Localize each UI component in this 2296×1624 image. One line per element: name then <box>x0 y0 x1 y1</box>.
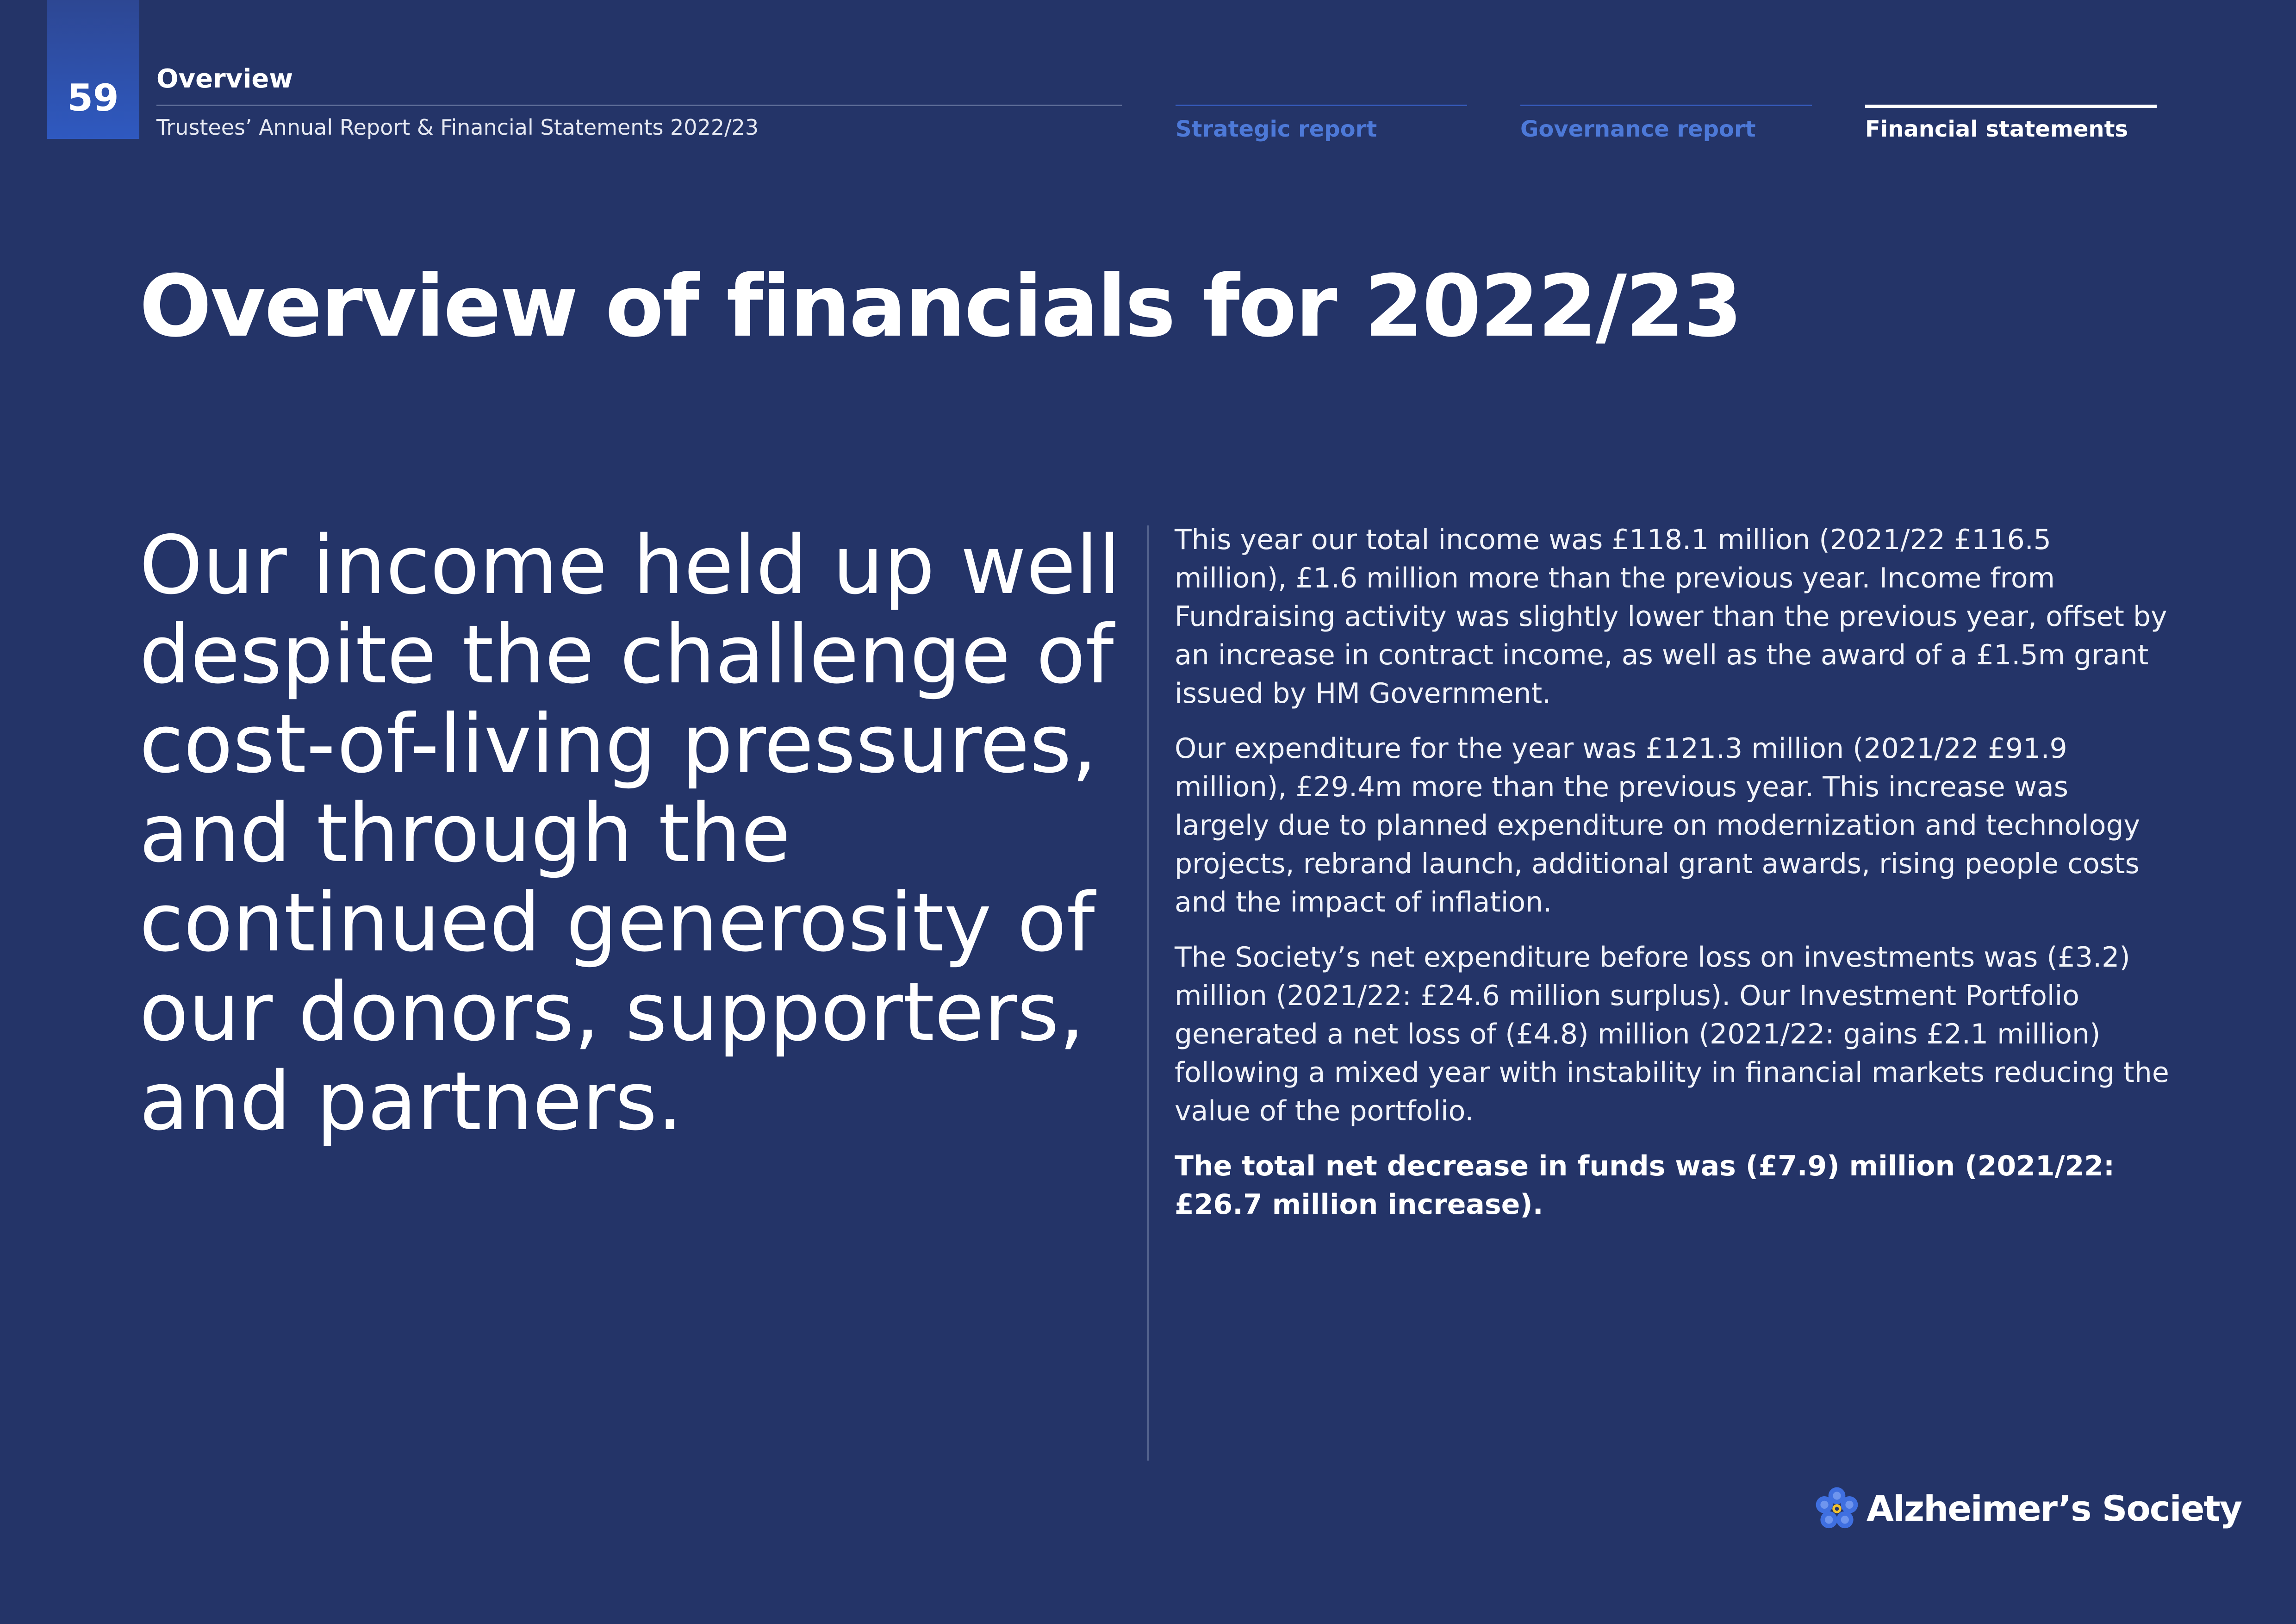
paragraph-conclusion: The total net decrease in funds was (£7.9) million (2021/22: £26.7 million increase). <box>1175 1150 2115 1221</box>
forget-me-not-flower-icon <box>1812 1484 1862 1534</box>
body-text-column <box>1175 521 2170 1241</box>
page-number: 59 <box>67 76 119 119</box>
paragraph-income: This year our total income was £118.1 million (2021/22 £116.5 million), £1.6 million more than the previous year. Income from Fundraising activity was slightly lower than the previous year, offset by an increase in contract income, as well as the award of a £1.5m grant issued by HM Government. <box>1175 524 2167 710</box>
nav-strategic-report[interactable]: Strategic report <box>1176 105 1467 140</box>
logo-text: Alzheimer’s Society <box>1867 1488 2242 1529</box>
section-title: Overview <box>156 64 293 94</box>
paragraph-net-expenditure: The Society’s net expenditure before loss on investments was (£3.2) million (2021/22: £24.6 million surplus). Our Investment Portfolio generated a net loss of (£4.8) million (2021/22: gains £2.1 million) following a mixed year with instability in financial markets reducing the value of the portfolio. <box>1175 941 2169 1127</box>
nav-governance-report[interactable]: Governance report <box>1520 105 1812 140</box>
header-divider <box>156 105 1122 106</box>
paragraph-expenditure: Our expenditure for the year was £121.3 million (2021/22 £91.9 million), £29.4m more than the previous year. This increase was largely due to planned expenditure on modernization and technology projects, rebrand launch, additional grant awards, rising people costs and the impact of inflation. <box>1175 732 2140 918</box>
nav-financial-statements[interactable]: Financial statements <box>1865 105 2157 140</box>
document-title: Trustees’ Annual Report & Financial Statements 2022/23 <box>156 115 759 140</box>
column-divider <box>1147 525 1149 1461</box>
pull-quote: Our income held up well despite the challenge of cost-of-living pressures, and through the continued generosity of our donors, supporters, and partners. <box>139 518 1121 1149</box>
page-heading: Overview of financials for 2022/23 <box>139 257 1742 356</box>
alzheimers-society-logo <box>1812 1484 2241 1534</box>
